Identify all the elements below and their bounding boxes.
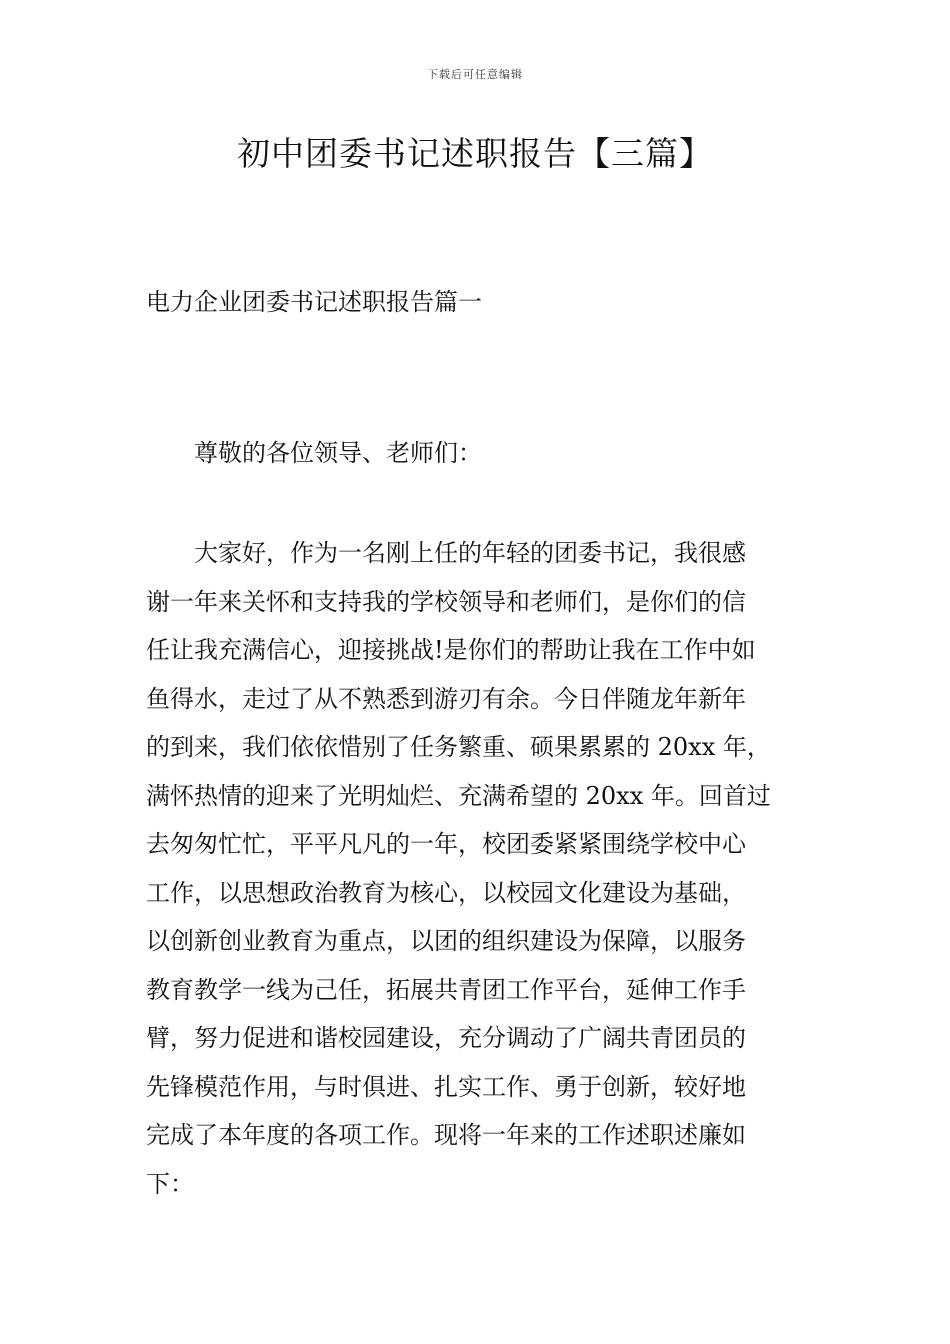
paragraph-line: 鱼得水，走过了从不熟悉到游刃有余。今日伴随龙年新年	[146, 684, 746, 713]
paragraph-line: 以创新创业教育为重点，以团的组织建设为保障，以服务	[146, 927, 746, 955]
paragraph-line: 大家好，作为一名刚上任的年轻的团委书记，我很感	[194, 539, 746, 567]
salutation: 尊敬的各位领导、老师们：	[194, 439, 482, 467]
paragraph-line: 的到来，我们依依惜别了任务繁重、硕果累累的 20xx 年，	[146, 733, 771, 761]
paragraph-line: 去匆匆忙忙，平平凡凡的一年，校团委紧紧围绕学校中心	[146, 830, 746, 858]
paragraph-line: 满怀热情的迎来了光明灿烂、充满希望的 20xx 年。回首过	[146, 781, 771, 810]
section-heading: 电力企业团委书记述职报告篇一	[146, 288, 482, 316]
paragraph-line: 工作，以思想政治教育为核心，以校园文化建设为基础，	[146, 878, 746, 907]
paragraph-line: 下：	[146, 1169, 194, 1198]
paragraph-line: 教育教学一线为己任，拓展共青团工作平台，延伸工作手	[146, 975, 746, 1004]
paragraph-line: 先锋模范作用，与时俱进、扎实工作、勇于创新，较好地	[146, 1072, 746, 1101]
body-paragraph	[146, 529, 808, 1208]
document-title: 初中团委书记述职报告【三篇】	[237, 134, 713, 173]
paragraph-line: 臂，努力促进和谐校园建设，充分调动了广阔共青团员的	[146, 1024, 746, 1052]
header-note: 下载后可任意编辑	[427, 68, 523, 81]
paragraph-line: 谢一年来关怀和支持我的学校领导和老师们，是你们的信	[146, 587, 746, 616]
paragraph-line: 完成了本年度的各项工作。现将一年来的工作述职述廉如	[146, 1121, 746, 1149]
paragraph-line: 任让我充满信心，迎接挑战!是你们的帮助让我在工作中如	[146, 636, 756, 664]
